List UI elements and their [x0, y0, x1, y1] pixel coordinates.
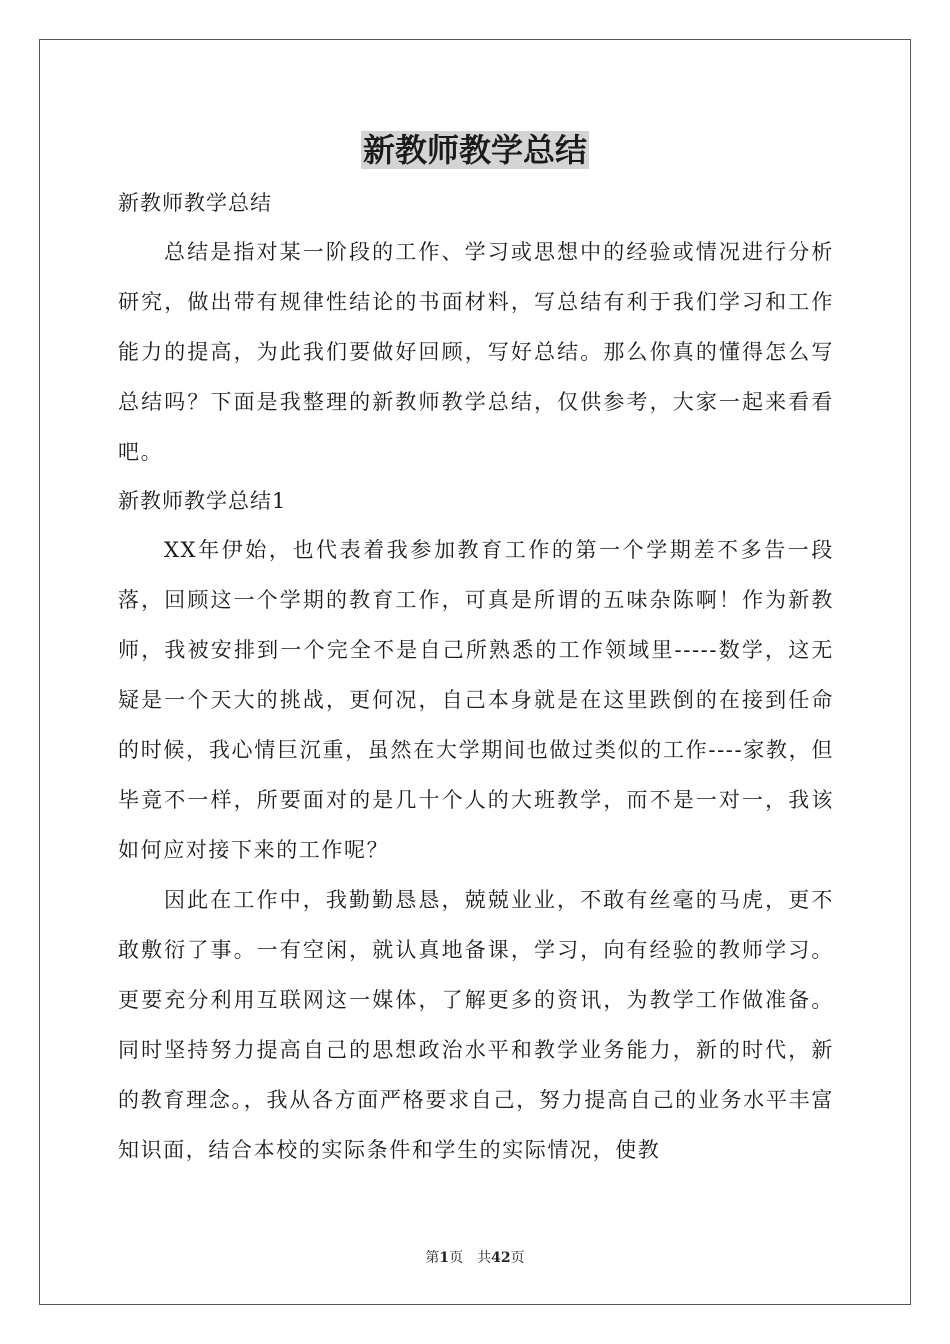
document-body	[118, 179, 834, 1175]
body-paragraph-2: 因此在工作中，我勤勤恳恳，兢兢业业，不敢有丝毫的马虎，更不敢敷衍了事。一有空闲，就认真地备课，学习，向有经验的教师学习。更要充分利用互联网这一媒体，了解更多的资讯，为教学工作做准备。同时坚持努力提高自己的思想政治水平和教学业务能力，新的时代，新的教育理念。，我从各方面严格要求自己，努力提高自己的业务水平丰富知识面，结合本校的实际条件和学生的实际情况，使教	[118, 888, 834, 1162]
document-title	[0, 128, 950, 172]
section-heading: 新教师教学总结1	[118, 489, 287, 513]
footer-current-page: 1	[439, 1250, 450, 1266]
footer-suffix: 页	[510, 1250, 525, 1266]
document-title-text: 新教师教学总结	[362, 131, 587, 169]
footer-prefix: 第	[425, 1250, 440, 1266]
footer-mid: 页 共	[449, 1250, 492, 1266]
footer-total-pages: 42	[491, 1250, 511, 1266]
document-subtitle: 新教师教学总结	[118, 191, 272, 215]
body-paragraph-1: XX年伊始，也代表着我参加教育工作的第一个学期差不多告一段落，回顾这一个学期的教育工作，可真是所谓的五味杂陈啊！作为新教师，我被安排到一个完全不是自己所熟悉的工作领域里-----数学，这无疑是一个天大的挑战，更何况，自己本身就是在这里跌倒的在接到任命的时候，我心情巨沉重，虽然在大学期间也做过类似的工作----家教，但毕竟不一样，所要面对的是几十个人的大班教学，而不是一对一，我该如何应对接下来的工作呢？	[118, 538, 834, 862]
page-footer	[0, 1247, 950, 1267]
intro-paragraph: 总结是指对某一阶段的工作、学习或思想中的经验或情况进行分析研究，做出带有规律性结论的书面材料，写总结有利于我们学习和工作能力的提高，为此我们要做好回顾，写好总结。那么你真的懂得怎么写总结吗？下面是我整理的新教师教学总结，仅供参考，大家一起来看看吧。	[118, 240, 834, 464]
